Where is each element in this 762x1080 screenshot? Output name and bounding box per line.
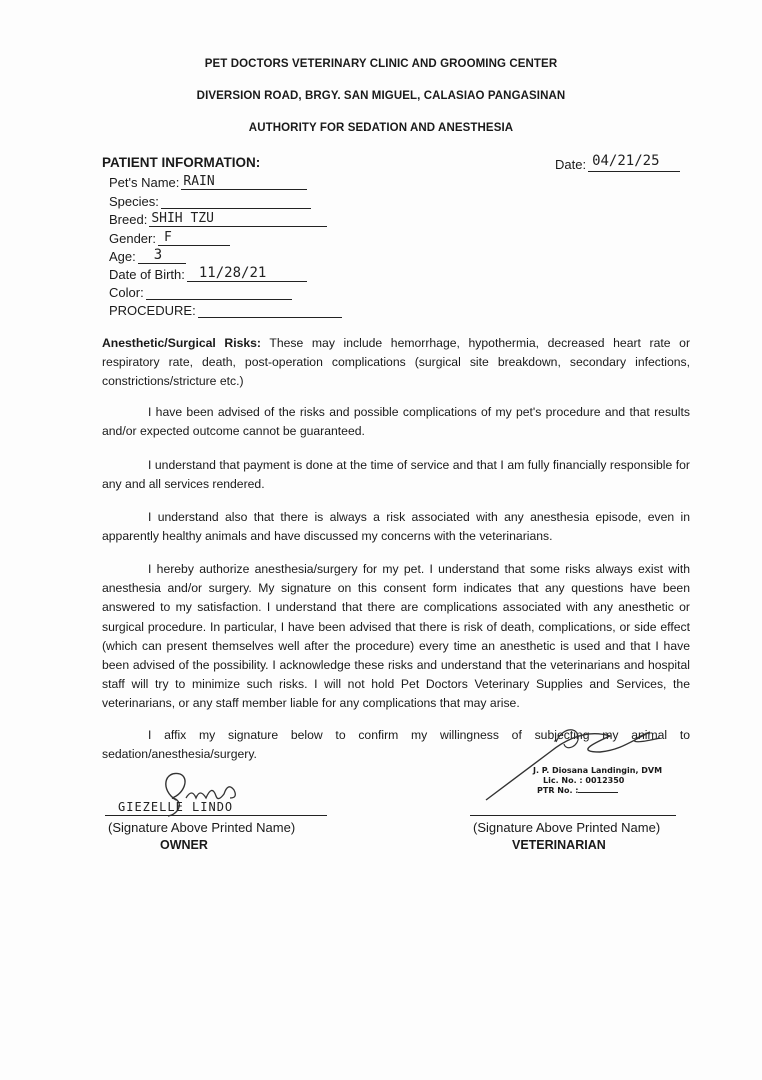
vet-caption: (Signature Above Printed Name) — [473, 820, 661, 835]
date-line — [588, 155, 680, 172]
field-value: 3 — [153, 247, 163, 263]
risks-label: Anesthetic/Surgical Risks: — [102, 336, 261, 350]
field-gender — [109, 231, 230, 246]
paragraph-authorization: I hereby authorize anesthesia/surgery for my pet. I understand that some risks always exist with anesthesia and/or surgery. My signature on this consent form indicates that any questions have been answered to my satisfaction. I understand that there are complications associated with any anesthetic or surgical procedure. In particular, I have been advised that there is risk of death, complications, or side effect (which can present themselves well after the procedure) every time an anesthetic is used and that I have been advised of the possibility. I acknowledge these risks and understand that the veterinarians and hospital staff will try to minimize such risks. I will not hold Pet Doctors Veterinary Supplies and Services, the veterinarians, or any staff member liable for any complications that may arise. — [102, 562, 690, 711]
clinic-name: PET DOCTORS VETERINARY CLINIC AND GROOMING CENTER — [204, 58, 558, 70]
field-procedure — [109, 303, 342, 318]
field-label: Gender: — [109, 231, 156, 246]
field-line — [161, 194, 311, 209]
owner-role: OWNER — [160, 838, 208, 852]
field-value: F — [163, 230, 172, 245]
date-value: 04/21/25 — [592, 153, 660, 169]
field-species — [109, 194, 311, 209]
field-line — [138, 249, 186, 264]
field-line — [198, 303, 342, 318]
field-value: RAIN — [183, 174, 215, 189]
clinic-address: DIVERSION ROAD, BRGY. SAN MIGUEL, CALASIAO PANGASINAN — [196, 90, 566, 102]
field-dob — [109, 267, 307, 282]
field-age — [109, 249, 186, 264]
risks-paragraph — [102, 334, 690, 392]
field-label: PROCEDURE: — [109, 303, 196, 318]
owner-printed-name: GIEZELLE LINDO — [118, 800, 234, 814]
field-value: SHIH TZU — [151, 211, 214, 226]
field-value: 11/28/21 — [198, 265, 267, 281]
date-field — [555, 155, 680, 172]
field-breed — [109, 212, 327, 227]
paragraph-risk: I understand also that there is always a risk associated with any anesthesia episode, even in apparently healthy animals and have discussed my concerns with the veterinarians. — [102, 510, 690, 544]
vet-stamp — [533, 766, 662, 796]
form-title: AUTHORITY FOR SEDATION AND ANESTHESIA — [248, 122, 514, 134]
field-label: Age: — [109, 249, 136, 264]
field-pet-name — [109, 175, 307, 190]
field-label: Species: — [109, 194, 159, 209]
owner-signature-line — [105, 815, 327, 816]
owner-caption: (Signature Above Printed Name) — [108, 820, 296, 835]
field-line — [149, 212, 327, 227]
vet-stamp-ptr-row — [533, 786, 662, 796]
risks-text: These may include hemorrhage, hypothermia, decreased heart rate or respiratory rate, death, post-operation complications (surgical site breakdown, secondary infections, constrictions/stricture etc.) — [102, 336, 691, 389]
vet-signature-line — [470, 815, 676, 816]
field-label: Pet's Name: — [109, 175, 180, 190]
field-color — [109, 285, 292, 300]
vet-stamp-ptr: PTR No. : — [537, 786, 579, 795]
paragraph-payment: I understand that payment is done at the time of service and that I am fully financially responsible for any and all services rendered. — [102, 458, 690, 492]
field-line — [181, 175, 307, 190]
paragraph-affix: I affix my signature below to confirm my willingness of subjecting my animal to sedation/anesthesia/surgery. — [102, 728, 690, 762]
field-label: Date of Birth: — [109, 267, 185, 282]
field-line — [158, 231, 230, 246]
field-label: Breed: — [109, 212, 148, 227]
field-label: Color: — [109, 285, 144, 300]
paragraph-advised: I have been advised of the risks and possible complications of my pet's procedure and that results and/or expected outcome cannot be guaranteed. — [102, 405, 690, 439]
patient-info-title: PATIENT INFORMATION: — [102, 155, 261, 170]
date-label: Date: — [555, 157, 587, 172]
vet-role: VETERINARIAN — [512, 838, 606, 852]
vet-stamp-lic: Lic. No. : 0012350 — [543, 776, 625, 785]
vet-stamp-name: J. P. Diosana Landingin, DVM — [533, 766, 663, 775]
field-line — [146, 285, 292, 300]
field-line — [187, 267, 307, 282]
